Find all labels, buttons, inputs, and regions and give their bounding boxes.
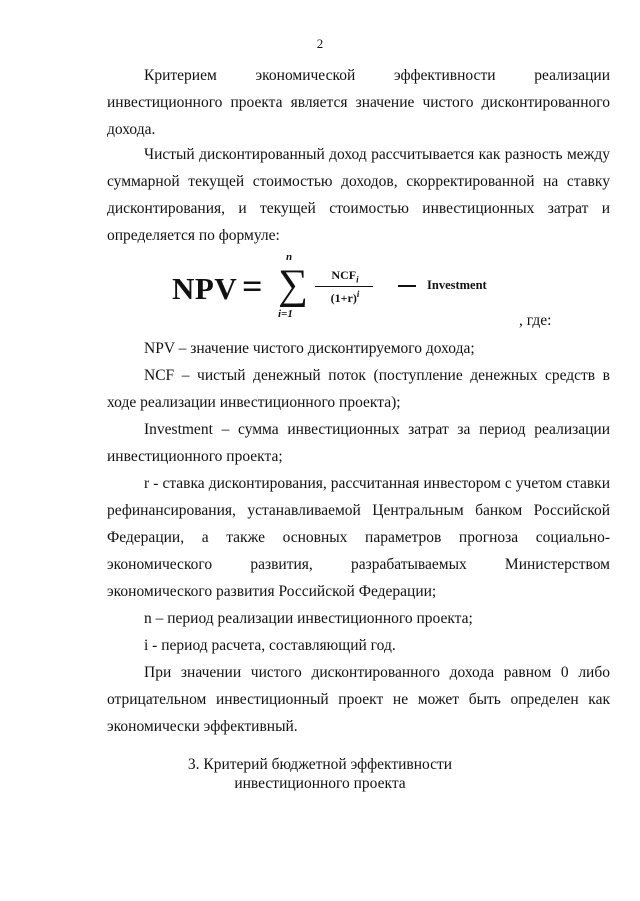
section-heading-line-1: 3. Критерий бюджетной эффективности	[187, 756, 453, 773]
definition-n: n – период реализации инвестиционного проекта;	[144, 610, 473, 627]
npv-definition-paragraph-block	[107, 141, 610, 249]
denominator-superscript: i	[356, 289, 360, 299]
definition-i: i - период расчета, составляющий год.	[144, 637, 396, 654]
sum-upper-limit: n	[286, 251, 293, 263]
definition-npv: NPV – значение чистого дисконтируемого дохода;	[144, 340, 475, 357]
conclusion-paragraph: При значении чистого дисконтированного дохода равном 0 либо отрицательном инвестиционный проект не может быть определен как экономически эффективный.	[107, 664, 610, 735]
sum-lower-limit: i=1	[278, 308, 293, 320]
numerator-subscript: i	[356, 274, 359, 285]
numerator-text: NCF	[331, 268, 357, 282]
formula-investment: Investment	[427, 278, 487, 292]
section-heading	[0, 755, 640, 793]
definition-ncf: NCF – чистый денежный поток (поступление денежных средств в ходе реализации инвестиционного проекта);	[107, 367, 610, 411]
formula-lhs: NPV	[172, 271, 238, 306]
page-number: 2	[316, 36, 324, 51]
definition-investment: Investment – сумма инвестиционных затрат за период реализации инвестиционного проекта;	[107, 421, 610, 465]
definitions-block	[107, 335, 610, 740]
fraction-numerator	[320, 268, 370, 284]
fraction-bar	[315, 286, 373, 287]
section-heading-line-2: инвестиционного проекта	[234, 775, 406, 792]
definition-r: r - ставка дисконтирования, рассчитанная инвестором с учетом ставки рефинансирования, устанавливаемой Центральным банком Российской Федерации, а также основных параметров прогноза социально-экономического развития, разрабатываемых Министерством экономического развития Российской Федерации;	[107, 475, 610, 600]
sum-symbol: ∑	[278, 262, 308, 308]
criterion-paragraph: Критерием экономической эффективности реализации инвестиционного проекта является значение чистого дисконтированного дохода.	[107, 67, 610, 138]
npv-definition-paragraph: Чистый дисконтированный доход рассчитывается как разность между суммарной текущей стоимостью доходов, скорректированной на ставку дисконтирования, и текущей стоимостью инвестиционных затрат и определяется по формуле:	[107, 146, 610, 244]
formula-minus	[398, 285, 416, 287]
fraction-denominator	[320, 289, 370, 306]
intro-paragraph	[107, 62, 610, 143]
formula-equals: =	[242, 266, 263, 306]
where-label: , где:	[519, 312, 552, 329]
npv-formula	[172, 253, 502, 323]
denominator-text: (1+r)	[330, 291, 357, 305]
